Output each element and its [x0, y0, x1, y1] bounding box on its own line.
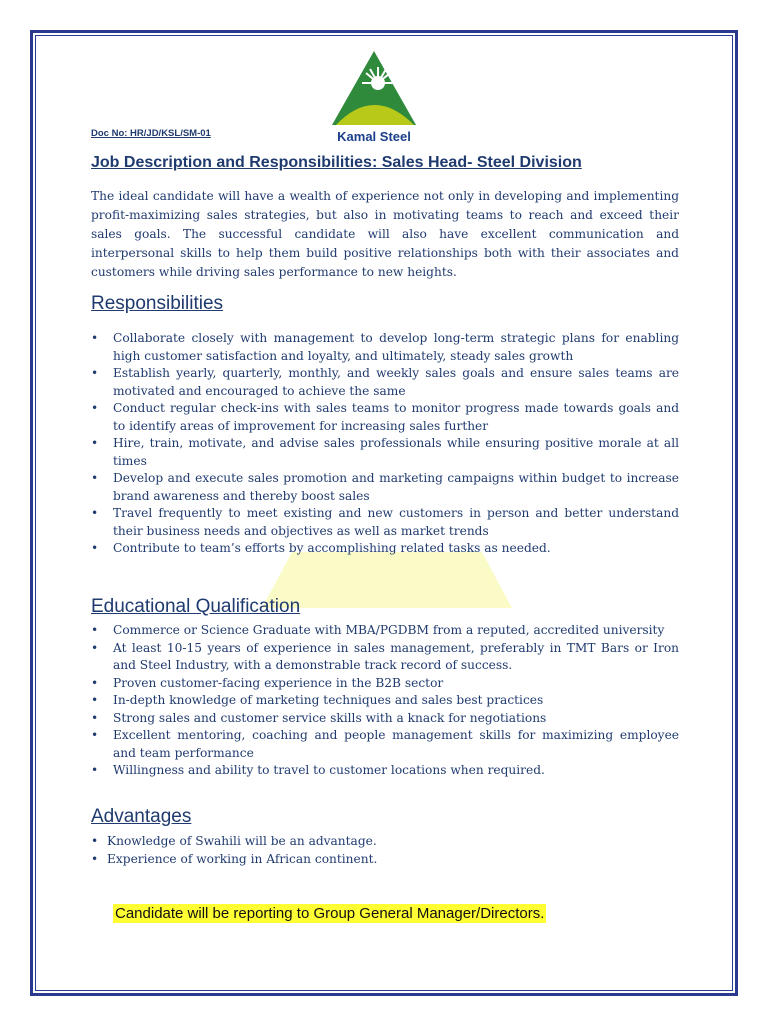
list-item: • Collaborate closely with management to develop long-term strategic plans for enabling high customer satisfaction and loyalty, and ultimately, steady sales growth	[91, 330, 679, 365]
list-item: • Strong sales and customer service skills with a knack for negotiations	[91, 710, 679, 728]
list-item: • Conduct regular check-ins with sales teams to monitor progress made towards goals and to identify areas of improvement for increasing sales further	[91, 400, 679, 435]
list-item: • Knowledge of Swahili will be an advantage.	[91, 833, 679, 851]
list-item: • Proven customer-facing experience in the B2B sector	[91, 675, 679, 693]
list-item: • Contribute to team’s efforts by accomplishing related tasks as needed.	[91, 540, 679, 558]
advantages-heading: Advantages	[91, 806, 192, 827]
intro-paragraph: The ideal candidate will have a wealth of experience not only in developing and implementing profit-maximizing sales strategies, but also in motivating teams to reach and exceed their sales goals. The successful candidate will also have excellent communication and interpersonal skills to help them build positive relationships both with their associates and customers while driving sales performance to new heights.	[91, 189, 679, 279]
advantages-list	[91, 833, 679, 868]
education-heading: Educational Qualification	[91, 596, 301, 617]
list-item: • Hire, train, motivate, and advise sales professionals while ensuring positive morale at all times	[91, 435, 679, 470]
list-item: • Experience of working in African continent.	[91, 851, 679, 869]
document-number: Doc No: HR/JD/KSL/SM-01	[91, 128, 211, 139]
list-item: • Willingness and ability to travel to customer locations when required.	[91, 762, 679, 780]
list-item: • At least 10-15 years of experience in sales management, preferably in TMT Bars or Iron and Steel Industry, with a demonstrable track record of success.	[91, 640, 679, 675]
list-item: • In-depth knowledge of marketing techniques and sales best practices	[91, 692, 679, 710]
responsibilities-list	[91, 330, 679, 558]
list-item: • Excellent mentoring, coaching and people management skills for maximizing employee and team performance	[91, 727, 679, 762]
logo-text: Kamal Steel	[337, 129, 411, 144]
education-list	[91, 622, 679, 780]
list-item: • Travel frequently to meet existing and new customers in person and better understand their business needs and objectives as well as market trends	[91, 505, 679, 540]
list-item: • Establish yearly, quarterly, monthly, and weekly sales goals and ensure sales teams are motivated and encouraged to achieve the same	[91, 365, 679, 400]
page-title: Job Description and Responsibilities: Sales Head- Steel Division	[91, 154, 582, 171]
responsibilities-heading: Responsibilities	[91, 293, 224, 314]
reporting-note: Candidate will be reporting to Group General Manager/Directors.	[115, 905, 545, 922]
list-item: • Develop and execute sales promotion and marketing campaigns within budget to increase brand awareness and thereby boost sales	[91, 470, 679, 505]
kamal-steel-logo	[318, 45, 430, 151]
list-item: • Commerce or Science Graduate with MBA/PGDBM from a reputed, accredited university	[91, 622, 679, 640]
logo-emblem-icon	[318, 45, 430, 129]
